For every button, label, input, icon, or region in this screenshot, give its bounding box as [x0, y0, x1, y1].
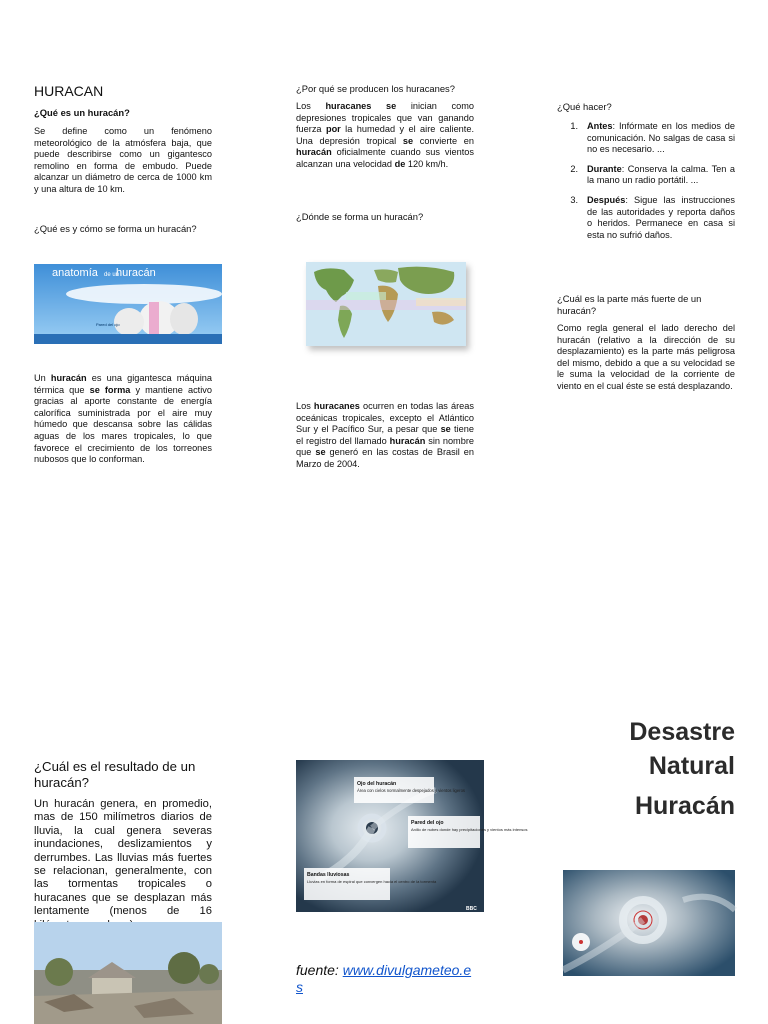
- figure-title-2: huracán: [116, 267, 156, 279]
- cover-title-line-2: Natural: [648, 752, 735, 780]
- text-bold: se: [315, 447, 326, 458]
- text-span: la humedad y el aire caliente. Una depresión tropical: [296, 124, 474, 146]
- question-what-is: ¿Qué es un huracán?: [34, 107, 130, 118]
- cover-title-line-1: Desastre: [629, 718, 735, 746]
- step-item: [557, 195, 735, 241]
- paragraph-result: Un huracán genera, en promedio, mas de 150 milímetros diarios de lluvia, la cual genera severas inundaciones, deslizamientos y derrumbes. Las lluvias más fuertes se relacionan, generalmente, con las tormentas tropicales o huracanes que se desplazan más lentamente (menos de 16: [34, 798, 212, 918]
- text-bold: huracán: [296, 147, 332, 158]
- step-text: [587, 121, 735, 156]
- world-map-figure: [306, 262, 466, 346]
- text-span: 120 km/h.: [405, 158, 449, 169]
- paragraph-formation: [34, 373, 212, 466]
- text-bold: huracanes: [313, 401, 360, 411]
- sat-label-eye-title: Ojo del huracán: [357, 781, 397, 787]
- text-span: Los: [296, 401, 314, 411]
- text-bold: se: [371, 101, 397, 111]
- paragraph-definition: Se define como un fenómeno meteorológico de la atmósfera baja, que puede describirse como un gigantesco remolino en forma de embudo. Puede alcanzar un diámetro de cerca de 1000 km y una altura de 10 km.: [34, 126, 212, 194]
- step-item: [557, 164, 735, 187]
- question-strongest-part: ¿Cuál es la parte más fuerte de un huracán?: [557, 293, 702, 316]
- text-span: sin nombre que: [296, 435, 474, 458]
- step-number: 3.: [570, 194, 578, 205]
- sat-label-eye-text: Área con cielos normalmente despejados y vientos ligeros: [357, 788, 466, 793]
- source-link-part: s: [296, 979, 303, 995]
- step-item: [557, 121, 735, 156]
- question-where: ¿Dónde se forma un huracán?: [296, 211, 424, 222]
- cover-satellite-image: [563, 870, 735, 976]
- sat-credit: BBC: [466, 906, 477, 912]
- text-bold: huracán: [389, 435, 426, 446]
- step-number: 1.: [570, 121, 578, 131]
- step-body: : Conserva la calma. Ten a la mano un radio portátil. ...: [587, 163, 735, 186]
- hurricane-anatomy-figure: [34, 264, 222, 344]
- text-span: es una gigantesca máquina térmica que: [34, 373, 212, 395]
- sat-label-bands-text: Lluvias en forma de espiral que convergen hacia el centro de la tormenta: [307, 879, 437, 884]
- paragraph-where: [296, 401, 474, 471]
- sat-label-wall-text: Anillo de nubes donde hay precipitaciones y vientos más intensos: [411, 827, 528, 832]
- step-body: : Sigue las instrucciones de las autoridades y reporta daños o heridos. Permanece en casa si esta no sufrió daños.: [587, 194, 735, 240]
- text-span: generó en las costas de Brasil en Marzo de 2004.: [296, 447, 475, 469]
- text-span: y mantiene activo gracias al aporte constante de energía calorífica suministrada por el aire muy húmedo que descansa sobre las cálidas aguas de los mares tropicales, lo que favorece el crecimiento de los torreones nubosos que lo conforman.: [34, 384, 212, 465]
- text-bold: se: [402, 135, 414, 146]
- step-number: 2.: [570, 163, 578, 174]
- question-what-to-do: ¿Qué hacer?: [557, 101, 612, 112]
- figure-label-eye: Pared del ojo: [96, 322, 120, 327]
- text-span: inician como depresiones tropicales que van ganando fuerza: [296, 101, 474, 135]
- text-span: tiene el registro del llamado: [296, 424, 474, 446]
- text-bold: se: [440, 424, 451, 435]
- step-label: Después: [587, 194, 626, 205]
- satellite-image: [296, 760, 528, 912]
- sat-label-wall-title: Pared del ojo: [411, 820, 444, 826]
- source-link-part: www.divulgameteo.e: [342, 962, 472, 978]
- step-text: [587, 195, 735, 241]
- figure-title: anatomía: [52, 267, 98, 279]
- step-label: Durante: [587, 163, 622, 174]
- paragraph-why: [296, 101, 474, 171]
- steps-list: [557, 121, 735, 249]
- text-bold: huracán: [50, 373, 87, 383]
- question-why: ¿Por qué se producen los huracanes?: [296, 83, 455, 94]
- question-how-forms: ¿Qué es y cómo se forma un huracán?: [34, 223, 197, 234]
- text-span: convierte en: [413, 135, 474, 146]
- damage-photo: [34, 922, 222, 1024]
- text-bold: por: [325, 124, 341, 135]
- figure-title-small: de un: [104, 272, 120, 278]
- text-bold: huracanes: [325, 101, 372, 111]
- step-label: Antes: [587, 121, 613, 131]
- question-result: ¿Cuál es el resultado de un huracán?: [34, 759, 196, 790]
- text-span: Los: [296, 101, 326, 111]
- page-title: HURACAN: [34, 83, 104, 99]
- source-label: fuente:: [296, 962, 343, 978]
- text-bold: se forma: [89, 384, 131, 395]
- paragraph-strongest-part: Como regla general el lado derecho del huracán (relativo a la dirección de su desplazamiento) es la parte más peligrosa del mismo, debido a que a su velocidad se le suma la velocidad de la corriente de viento en el cual éste se está desplazando.: [557, 323, 735, 391]
- text-span: oficialmente cuando sus vientos alcanzan una velocidad: [296, 147, 474, 169]
- text-bold: de: [394, 158, 406, 169]
- sat-label-bands-title: Bandas lluviosas: [307, 872, 350, 878]
- text-span: Un: [34, 373, 51, 383]
- step-text: [587, 164, 735, 187]
- cover-title-line-3: Huracán: [634, 792, 735, 820]
- source-line: [296, 962, 474, 996]
- step-body: : Infórmate en los medios de comunicación. No salgas de casa si no es necesario. ...: [587, 121, 735, 155]
- text-span: ocurren en todas las áreas oceánicas tropicales, excepto el Atlántico Sur y el Pacífico Sur, a pesar que: [296, 401, 474, 435]
